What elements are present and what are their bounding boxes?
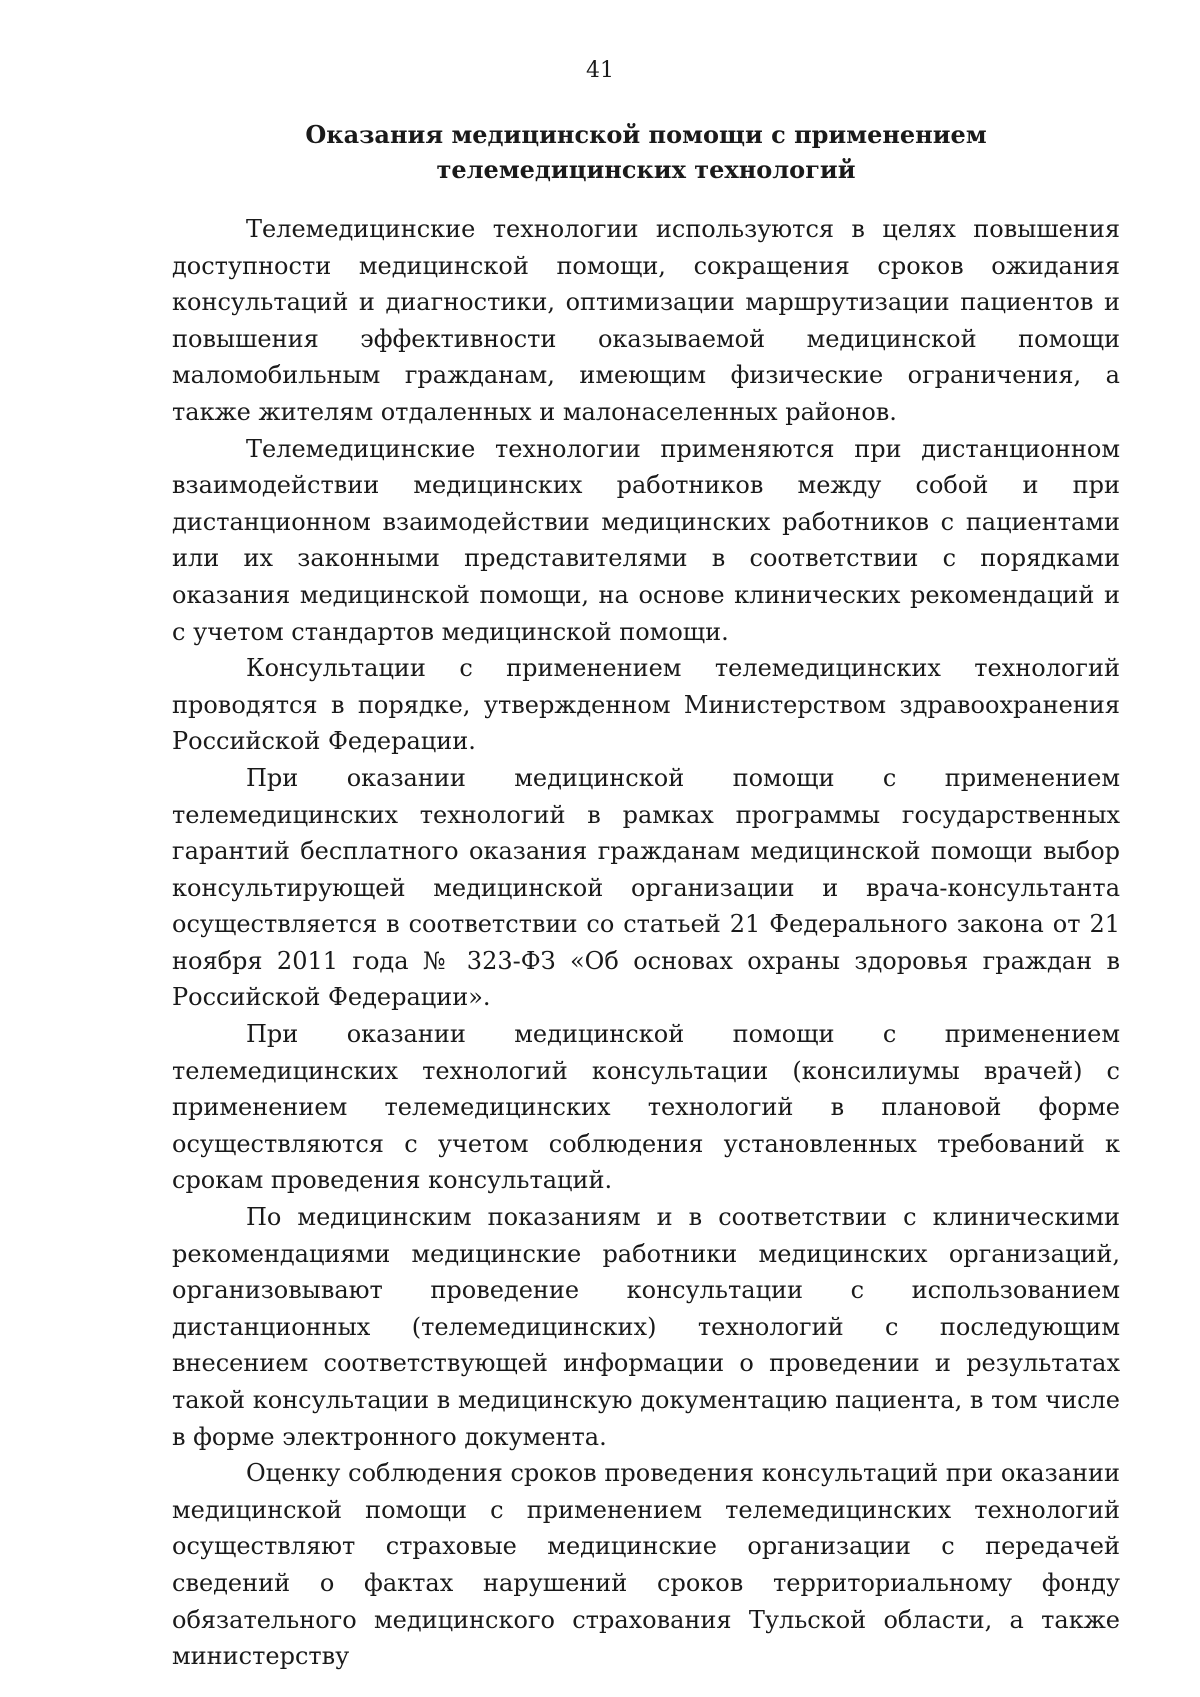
section-heading-line-2: телемедицинских технологий (436, 155, 856, 184)
paragraph: По медицинским показаниям и в соответствии с клиническими рекомендациями медицинские работники медицинских организаций, организовывают проведение консультации с использованием дистанционных (телемедицинских) технологий с последующим внесением соответствующей информации о проведении и результатах такой консультации в медицинскую документацию пациента, в том числе в форме электронного документа. (172, 1203, 1120, 1451)
paragraph: При оказании медицинской помощи с применением телемедицинских технологий в рамках программы государственных гарантий бесплатного оказания гражданам медицинской помощи выбор консультирующей медицинской организации и врача-консультанта осуществляется в соответствии со статьей 21 Федерального закона от 21 ноября 2011 года № 323-ФЗ «Об основах охраны здоровья граждан в Российской Федерации». (172, 763, 1120, 1012)
paragraph: Консультации с применением телемедицинских технологий проводятся в порядке, утвержденном Министерством здравоохранения Российской Федерации. (172, 654, 1120, 756)
paragraph: Телемедицинские технологии применяются при дистанционном взаимодействии медицинских работников между собой и при дистанционном взаимодействии медицинских работников с пациентами или их законными представителями в соответствии с порядками оказания медицинской помощи, на основе клинических рекомендаций и с учетом стандартов медицинской помощи. (172, 434, 1120, 646)
section-heading-line-1: Оказания медицинской помощи с применением (305, 120, 987, 149)
page-number: 41 (586, 58, 614, 83)
paragraph: При оказании медицинской помощи с применением телемедицинских технологий консультации (консилиумы врачей) с применением телемедицинских технологий в плановой форме осуществляются с учетом соблюдения установленных требований к срокам проведения консультаций. (172, 1020, 1120, 1195)
paragraph: Оценку соблюдения сроков проведения консультаций при оказании медицинской помощи с применением телемедицинских технологий осуществляют страховые медицинские организации с передачей сведений о фактах нарушений сроков территориальному фонду обязательного медицинского страхования Тульской области, а также министерству (172, 1459, 1120, 1671)
body-text (172, 211, 1120, 1675)
section-heading (172, 117, 1120, 187)
paragraph: Телемедицинские технологии используются в целях повышения доступности медицинской помощи, сокращения сроков ожидания консультаций и диагностики, оптимизации маршрутизации пациентов и повышения эффективности оказываемой медицинской помощи маломобильным гражданам, имеющим физические ограничения, а также жителям отдаленных и малонаселенных районов. (172, 215, 1120, 426)
